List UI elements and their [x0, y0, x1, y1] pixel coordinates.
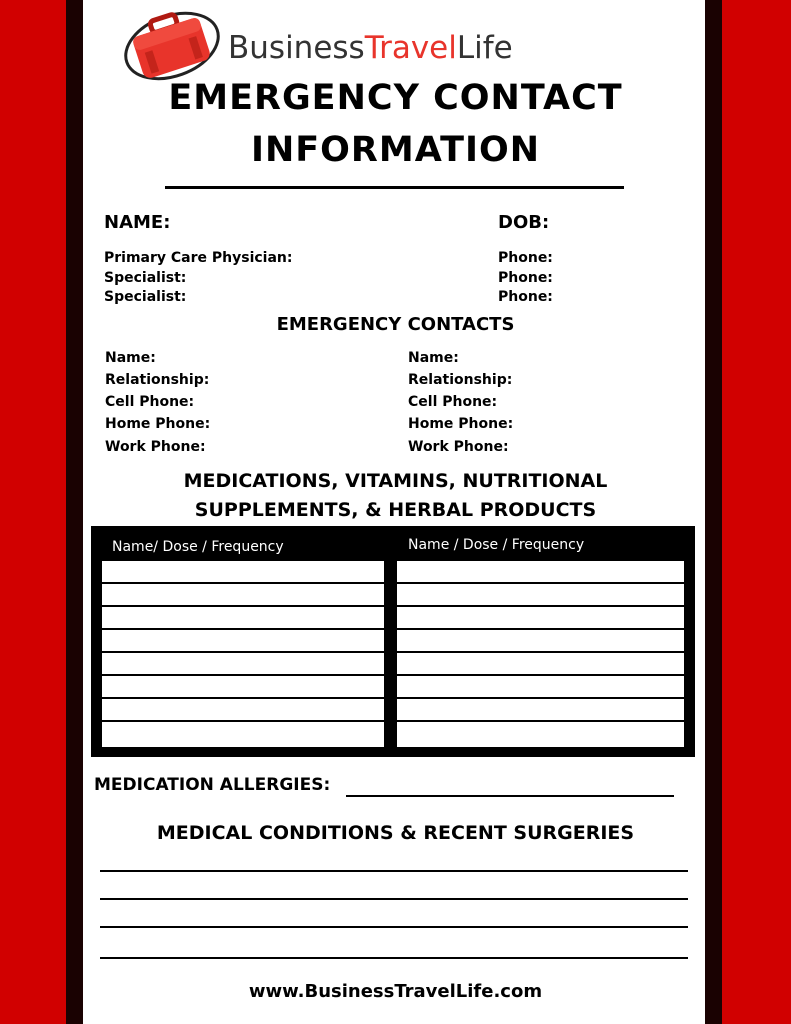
specialist-phone-label: Phone: [498, 289, 553, 305]
contact1-home-phone-label: Home Phone: [105, 416, 211, 432]
medication-row-right[interactable] [396, 721, 685, 748]
brand-wordmark: BusinessTravelLife [228, 30, 513, 66]
right-column-header: Name / Dose / Frequency [408, 537, 585, 553]
page-title-line1: EMERGENCY CONTACT [168, 78, 623, 118]
contact2-relationship-label: Relationship: [408, 372, 513, 388]
medication-row-right[interactable] [396, 560, 685, 583]
contact2-work-phone-label: Work Phone: [408, 439, 509, 455]
medications-heading-line1: MEDICATIONS, VITAMINS, NUTRITIONAL [183, 470, 608, 492]
contact2-name-label: Name: [408, 350, 459, 366]
medical-conditions-heading: MEDICAL CONDITIONS & RECENT SURGERIES [156, 822, 635, 844]
title-divider [165, 186, 624, 189]
medication-row-left[interactable] [101, 560, 385, 583]
emergency-contacts-heading: EMERGENCY CONTACTS [276, 314, 515, 335]
contact2-home-phone-label: Home Phone: [408, 416, 514, 432]
physician-phone-label: Phone: [498, 250, 553, 266]
contact1-name-label: Name: [105, 350, 156, 366]
medication-row-left[interactable] [101, 652, 385, 675]
condition-input-line[interactable] [100, 926, 688, 928]
condition-input-line[interactable] [100, 870, 688, 872]
left-column-header: Name/ Dose / Frequency [112, 539, 284, 555]
suitcase-icon [122, 6, 222, 86]
specialist-label: Specialist: [104, 289, 187, 305]
medication-row-right[interactable] [396, 629, 685, 652]
medication-allergies-label: MEDICATION ALLERGIES: [94, 775, 331, 795]
medication-row-left[interactable] [101, 606, 385, 629]
page-title-line2: INFORMATION [250, 130, 541, 170]
contact2-cell-phone-label: Cell Phone: [408, 394, 498, 410]
specialist-phone-label: Phone: [498, 270, 553, 286]
medication-row-left[interactable] [101, 675, 385, 698]
specialist-label: Specialist: [104, 270, 187, 286]
medication-row-left[interactable] [101, 721, 385, 748]
allergies-input-line[interactable] [346, 795, 674, 797]
footer-url[interactable]: www.BusinessTravelLife.com [248, 981, 543, 1002]
medications-heading-line2: SUPPLEMENTS, & HERBAL PRODUCTS [194, 499, 597, 521]
medication-row-right[interactable] [396, 583, 685, 606]
condition-input-line[interactable] [100, 898, 688, 900]
medication-row-right[interactable] [396, 675, 685, 698]
medication-row-left[interactable] [101, 583, 385, 606]
condition-input-line[interactable] [100, 957, 688, 959]
medication-row-left[interactable] [101, 698, 385, 721]
medication-row-right[interactable] [396, 652, 685, 675]
name-label: NAME: [104, 212, 171, 233]
dob-label: DOB: [498, 212, 550, 233]
medication-row-right[interactable] [396, 606, 685, 629]
primary-care-physician-label: Primary Care Physician: [104, 250, 293, 266]
medication-row-right[interactable] [396, 698, 685, 721]
medication-row-left[interactable] [101, 629, 385, 652]
contact1-relationship-label: Relationship: [105, 372, 210, 388]
contact1-work-phone-label: Work Phone: [105, 439, 206, 455]
medications-table [91, 526, 695, 757]
contact1-cell-phone-label: Cell Phone: [105, 394, 195, 410]
